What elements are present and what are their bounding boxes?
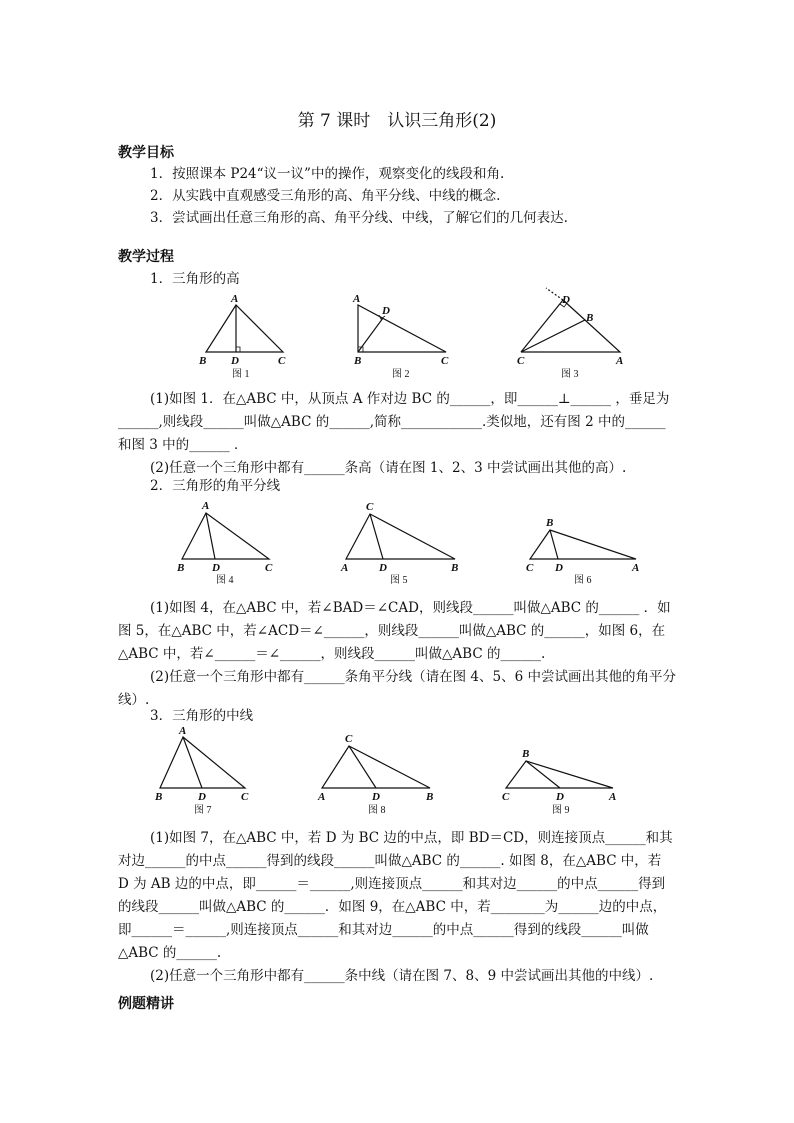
- vertex-label: C: [265, 562, 273, 574]
- triangle-fig9: [506, 761, 613, 788]
- triangle-fig1: [206, 305, 283, 352]
- figure-4: [182, 513, 269, 559]
- triangle-fig7: [160, 737, 245, 788]
- median-question-2: (2)任意一个三角形中都有______条中线（请在图 7、8、9 中尝试画出其他的中线）.: [150, 968, 654, 984]
- figure-9: [506, 761, 613, 788]
- figure-caption: 图 2: [392, 369, 410, 380]
- vertex-label: D: [372, 791, 380, 803]
- section-title-median: 3．三角形的中线: [150, 708, 254, 724]
- vertex-label: B: [451, 562, 459, 574]
- right-angle-mark: [236, 347, 240, 352]
- vertex-label: D: [382, 305, 390, 317]
- vertex-label: D: [198, 791, 206, 803]
- goal-item: 3．尝试画出任意三角形的高、角平分线、中线，了解它们的几何表达.: [150, 210, 568, 226]
- altitude-question-1: (1)如图 1．在△ABC 中，从顶点 A 作对边 BC 的______，即______⊥______ ，垂足为______,则线段______叫做△ABC 的______,简称____________.类似地，还有图 2 中的______和图 3 中的______ ．: [118, 391, 670, 453]
- triangle-fig4: [182, 513, 269, 559]
- figure-7: [160, 737, 245, 788]
- vertex-label: C: [345, 733, 353, 745]
- vertex-label: C: [241, 791, 249, 803]
- bisector-question-2: (2)任意一个三角形中都有______条角平分线（请在图 4、5、6 中尝试画出其他的角平分线）.: [118, 669, 676, 708]
- median-cd-fig8: [349, 746, 376, 788]
- vertex-label: B: [426, 791, 434, 803]
- figure-caption: 图 4: [216, 575, 234, 586]
- vertex-label: A: [616, 355, 624, 367]
- vertex-label: A: [318, 791, 326, 803]
- figure-caption: 图 9: [552, 805, 570, 816]
- figure-caption: 图 6: [574, 575, 592, 586]
- figure-caption: 图 5: [390, 575, 408, 586]
- altitude-cd-fig3: [521, 300, 563, 352]
- figure-2: [358, 305, 446, 352]
- vertex-label: D: [562, 294, 570, 306]
- triangle-fig5: [346, 514, 455, 559]
- bisector-cd-fig5: [370, 514, 383, 559]
- figure-3: [521, 288, 620, 352]
- bisector-question-1: (1)如图 4，在△ABC 中，若∠BAD＝∠CAD，则线段______叫做△ABC 的______ ．如图 5，在△ABC 中，若∠ACD＝∠______，则线段______叫做△ABC 的______，如图 6，在△ABC 中，若∠______＝∠______，则线段______叫做△ABC 的______.: [118, 600, 671, 662]
- bisector-bd-fig6: [550, 530, 558, 559]
- triangle-fig3: [521, 320, 620, 352]
- vertex-label: D: [556, 791, 564, 803]
- median-question-1: (1)如图 7，在△ABC 中，若 D 为 BC 边的中点，即 BD＝CD，则连接顶点______和其对边______的中点______得到的线段______叫做△ABC 的______. 如图 8，在△ABC 中，若 D 为 AB 边的中点，即______＝______,则连接顶点______和其对边______的中点______得到的线段______叫做△ABC 的______．如图 9，在△ABC 中，若________为______边的中点，即______＝______,则连接顶点______和其对边______的中点______得到的线段______叫做△ABC 的______.: [118, 830, 673, 961]
- examples-heading: 例题精讲: [118, 996, 174, 1012]
- figure-caption: 图 8: [368, 805, 386, 816]
- vertex-label: B: [546, 517, 554, 529]
- figure-6: [530, 530, 636, 559]
- dashed-extension: [546, 288, 563, 300]
- median-bd-fig9: [526, 761, 560, 788]
- vertex-label: B: [177, 562, 185, 574]
- vertex-label: A: [231, 293, 239, 305]
- vertex-label: C: [278, 355, 286, 367]
- figure-8: [322, 746, 430, 788]
- vertex-label: A: [632, 562, 640, 574]
- vertex-label: A: [202, 500, 210, 512]
- altitude-question-2: (2)任意一个三角形中都有______条高（请在图 1、2、3 中尝试画出其他的高）.: [150, 460, 627, 476]
- vertex-label: B: [354, 355, 362, 367]
- triangle-fig8: [322, 746, 430, 788]
- goals-heading: 教学目标: [118, 145, 174, 161]
- section-title-bisector: 2．三角形的角平分线: [150, 478, 281, 494]
- vertex-label: C: [366, 501, 374, 513]
- vertex-label: C: [502, 791, 510, 803]
- vertex-label: D: [555, 562, 563, 574]
- figure-caption: 图 7: [194, 805, 212, 816]
- triangle-fig2: [358, 305, 446, 352]
- bisector-ad-fig4: [206, 513, 215, 559]
- process-heading: 教学过程: [118, 249, 174, 265]
- vertex-label: D: [379, 562, 387, 574]
- vertex-label: B: [155, 791, 163, 803]
- vertex-label: B: [522, 748, 530, 760]
- page-title: 第 7 课时 认识三角形(2): [297, 111, 497, 131]
- vertex-label: C: [517, 355, 525, 367]
- figure-caption: 图 1: [232, 369, 250, 380]
- vertex-label: C: [441, 355, 449, 367]
- vertex-label: D: [212, 562, 220, 574]
- vertex-label: C: [526, 562, 534, 574]
- figure-caption: 图 3: [561, 369, 579, 380]
- figure-1: [206, 305, 283, 352]
- vertex-label: D: [231, 355, 239, 367]
- vertex-label: B: [199, 355, 207, 367]
- goal-item: 2．从实践中直观感受三角形的高、角平分线、中线的概念.: [150, 188, 501, 204]
- vertex-label: B: [586, 312, 594, 324]
- vertex-label: A: [179, 725, 187, 737]
- vertex-label: A: [341, 562, 349, 574]
- vertex-label: A: [353, 293, 361, 305]
- triangle-fig6: [530, 530, 636, 559]
- vertex-label: A: [609, 791, 617, 803]
- goal-item: 1．按照课本 P24“议一议”中的操作，观察变化的线段和角.: [150, 166, 505, 182]
- figure-5: [346, 514, 455, 559]
- section-title-altitude: 1．三角形的高: [150, 271, 240, 287]
